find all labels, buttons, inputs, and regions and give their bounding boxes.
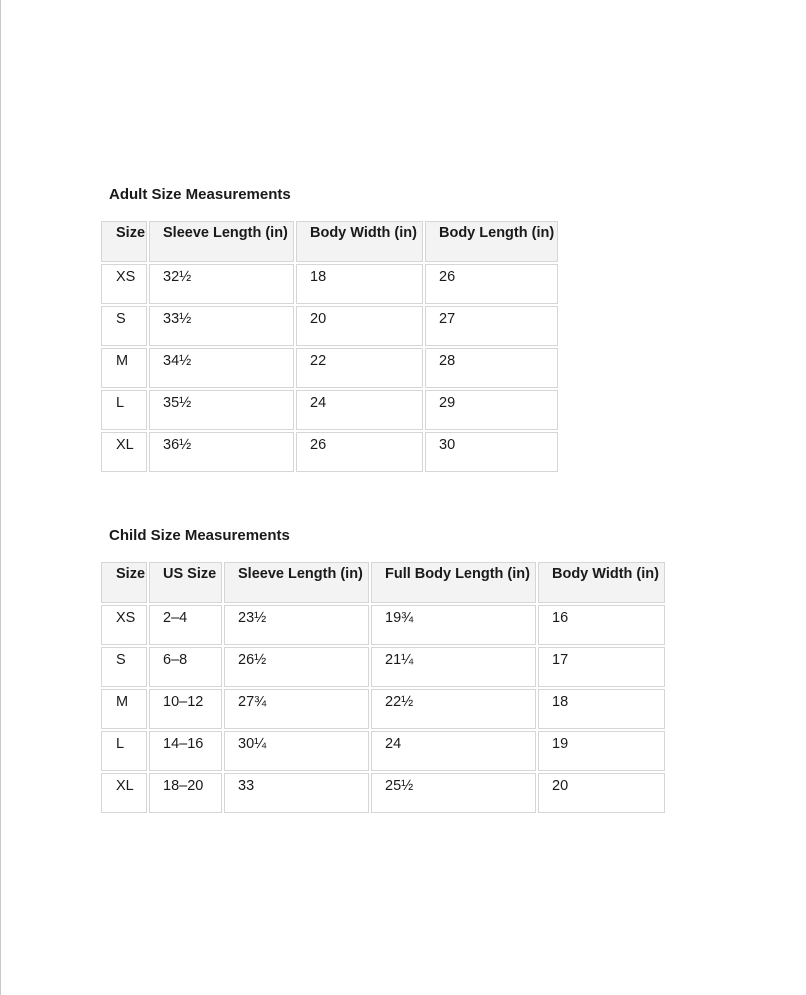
table-cell: S — [101, 306, 147, 346]
table-cell: 19 — [538, 731, 665, 771]
table-cell: 30¼ — [224, 731, 369, 771]
table-row — [101, 731, 665, 771]
table-cell: 17 — [538, 647, 665, 687]
table-cell: 26 — [296, 432, 423, 472]
table-cell: 18 — [296, 264, 423, 304]
table-row — [101, 773, 665, 813]
column-header-full-body-length: Full Body Length (in) — [371, 562, 536, 603]
table-cell: 29 — [425, 390, 558, 430]
table-cell: XS — [101, 264, 147, 304]
column-header-size: Size — [101, 562, 147, 603]
adult-section-title: Adult Size Measurements — [109, 186, 291, 203]
table-cell: 14–16 — [149, 731, 222, 771]
table-cell: 20 — [538, 773, 665, 813]
column-header-body-width: Body Width (in) — [296, 221, 423, 262]
table-row — [101, 306, 558, 346]
table-row — [101, 432, 558, 472]
column-header-size: Size — [101, 221, 147, 262]
table-cell: 22 — [296, 348, 423, 388]
table-cell: 20 — [296, 306, 423, 346]
table-row — [101, 689, 665, 729]
table-row — [101, 390, 558, 430]
table-cell: 36½ — [149, 432, 294, 472]
column-header-sleeve-length: Sleeve Length (in) — [224, 562, 369, 603]
table-header-row — [101, 562, 665, 603]
table-row — [101, 264, 558, 304]
table-cell: 23½ — [224, 605, 369, 645]
table-cell: 18–20 — [149, 773, 222, 813]
table-cell: 33½ — [149, 306, 294, 346]
table-cell: 35½ — [149, 390, 294, 430]
table-cell: 26 — [425, 264, 558, 304]
table-cell: 16 — [538, 605, 665, 645]
column-header-body-length: Body Length (in) — [425, 221, 558, 262]
table-header-row — [101, 221, 558, 262]
table-cell: 27¾ — [224, 689, 369, 729]
table-cell: S — [101, 647, 147, 687]
table-row — [101, 605, 665, 645]
column-header-sleeve-length: Sleeve Length (in) — [149, 221, 294, 262]
table-cell: 34½ — [149, 348, 294, 388]
page-edge-divider — [0, 0, 1, 995]
table-cell: 24 — [371, 731, 536, 771]
table-cell: 26½ — [224, 647, 369, 687]
table-cell: XL — [101, 432, 147, 472]
table-cell: 33 — [224, 773, 369, 813]
table-cell: 30 — [425, 432, 558, 472]
child-size-table — [99, 560, 667, 815]
table-cell: M — [101, 348, 147, 388]
table-cell: 6–8 — [149, 647, 222, 687]
column-header-body-width: Body Width (in) — [538, 562, 665, 603]
table-cell: M — [101, 689, 147, 729]
table-cell: 19¾ — [371, 605, 536, 645]
table-cell: 28 — [425, 348, 558, 388]
table-cell: 21¼ — [371, 647, 536, 687]
table-cell: 32½ — [149, 264, 294, 304]
table-cell: 2–4 — [149, 605, 222, 645]
child-section-title: Child Size Measurements — [109, 527, 290, 544]
table-cell: XL — [101, 773, 147, 813]
table-row — [101, 647, 665, 687]
table-row — [101, 348, 558, 388]
adult-size-table — [99, 219, 560, 474]
table-cell: 18 — [538, 689, 665, 729]
table-cell: 10–12 — [149, 689, 222, 729]
table-cell: L — [101, 731, 147, 771]
column-header-us-size: US Size — [149, 562, 222, 603]
table-cell: XS — [101, 605, 147, 645]
table-cell: L — [101, 390, 147, 430]
table-cell: 24 — [296, 390, 423, 430]
table-cell: 22½ — [371, 689, 536, 729]
table-cell: 27 — [425, 306, 558, 346]
table-cell: 25½ — [371, 773, 536, 813]
